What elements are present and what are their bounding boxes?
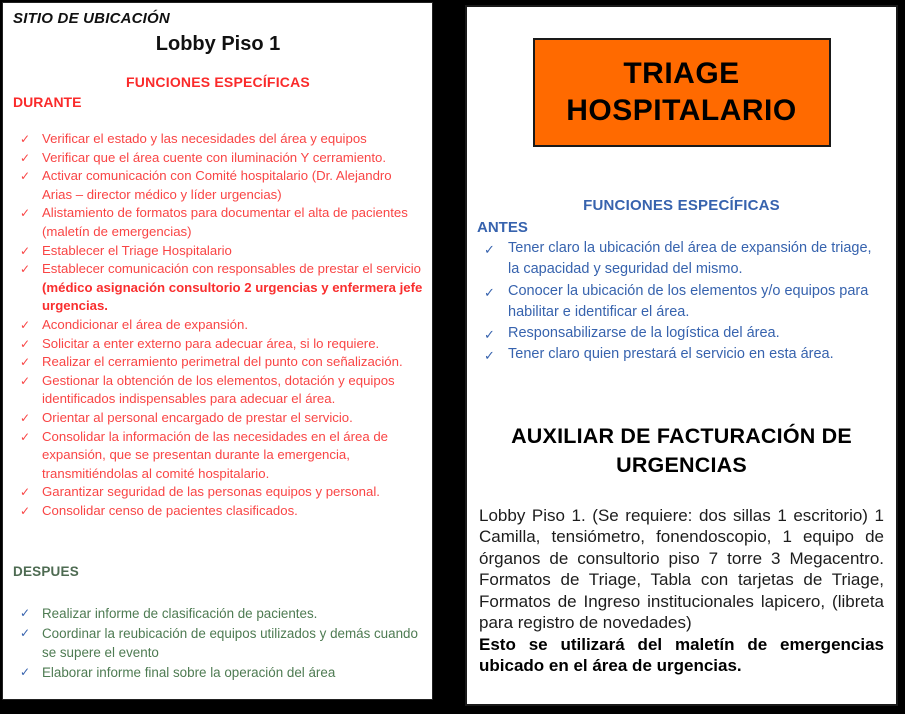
list-item-text: Elaborar informe final sobre la operación del área [42, 664, 336, 680]
checkmark-icon: ✓ [20, 243, 31, 258]
checkmark-icon: ✓ [20, 150, 31, 165]
list-item [13, 624, 423, 663]
checkmark-icon: ✓ [20, 503, 31, 518]
checkmark-icon: ✓ [20, 336, 31, 351]
checkmark-icon: ✓ [20, 485, 31, 500]
left-section-heading: FUNCIONES ESPECÍFICAS [126, 74, 310, 90]
list-item [13, 204, 423, 241]
despues-checklist [13, 604, 423, 682]
list-item-text: Consolidar la información de las necesidades en el área de expansión, que se presentan durante la emergencia, transmitiéndolas al comité hospitalario. [42, 428, 389, 481]
list-item [13, 130, 423, 149]
aux-body-paragraph [479, 505, 884, 677]
antes-checklist [477, 238, 886, 366]
list-item-text: Conocer la ubicación de los elementos y/o equipos para habilitar e identificar el área. [508, 282, 869, 320]
checkmark-icon: ✓ [20, 355, 31, 370]
checkmark-icon: ✓ [20, 410, 31, 425]
list-item-text: Verificar el estado y las necesidades del área y equipos [42, 131, 367, 146]
aux-body-regular-text: Lobby Piso 1. (Se requiere: dos sillas 1 escritorio) 1 Camilla, tensiómetro, fonendoscopio, 1 equipo de órganos de consultorio piso 7 torre 3 Megacentro. Formatos de Triage, Tabla con tarjetas de Triage, Formatos de Ingreso institucionales lapicero, (libreta para registro de novedades) [479, 505, 884, 633]
checkmark-icon: ✓ [20, 317, 31, 332]
list-item [13, 372, 423, 409]
checkmark-icon: ✓ [20, 206, 31, 221]
checkmark-icon: ✓ [20, 262, 31, 277]
list-item [13, 149, 423, 168]
despues-heading: DESPUES [13, 564, 79, 580]
list-item [13, 502, 423, 521]
checkmark-icon: ✓ [484, 327, 495, 343]
list-item-text: Garantizar seguridad de las personas equipos y personal. [42, 484, 380, 500]
list-item-text: Tener claro la ubicación del área de expansión de triage, la capacidad y seguridad del mismo. [508, 240, 872, 278]
durante-heading: DURANTE [13, 94, 82, 110]
aux-facturacion-heading: AUXILIAR DE FACTURACIÓN DE URGENCIAS [511, 423, 852, 477]
list-item [477, 281, 886, 324]
right-section-heading: FUNCIONES ESPECÍFICAS [583, 197, 780, 214]
list-item-text: Consolidar censo de pacientes clasificados. [42, 502, 298, 518]
list-item-text: Gestionar la obtención de los elementos, dotación y equipos identificados indispensables para adecuar el área. [42, 372, 395, 407]
list-item-text: Realizar el cerramiento perimetral del punto con señalización. [42, 354, 403, 370]
checkmark-icon: ✓ [20, 169, 31, 184]
list-item-text: Realizar informe de clasificación de pacientes. [42, 606, 318, 622]
list-item [13, 242, 423, 261]
list-item [13, 353, 423, 372]
checkmark-icon: ✓ [20, 429, 31, 444]
checkmark-icon: ✓ [20, 625, 31, 640]
right-panel [465, 5, 898, 706]
list-item-bold-text: (médico asignación consultorio 2 urgencias y enfermera jefe urgencias. [42, 279, 423, 314]
left-panel [2, 2, 433, 700]
triage-banner: TRIAGE HOSPITALARIO [533, 38, 831, 147]
site-location-label: SITIO DE UBICACIÓN [13, 10, 170, 27]
list-item-text: Solicitar a enter externo para adecuar área, si lo requiere. [42, 335, 380, 351]
list-item [13, 483, 423, 502]
list-item-text: Establecer el Triage Hospitalario [42, 242, 232, 258]
list-item-text: Coordinar la reubicación de equipos utilizados y demás cuando se supere el evento [42, 625, 418, 661]
list-item-text: Tener claro quien prestará el servicio en esta área. [508, 346, 834, 363]
antes-heading: ANTES [477, 219, 528, 236]
checkmark-icon: ✓ [20, 132, 31, 146]
list-item [477, 323, 886, 344]
lobby-title: Lobby Piso 1 [155, 33, 281, 55]
list-item [13, 428, 423, 484]
list-item-text: Activar comunicación con Comité hospitalario (Dr. Alejandro Arias – director médico y líder urgencias) [42, 168, 392, 202]
list-item [477, 344, 886, 365]
list-item [13, 316, 423, 335]
list-item-text: Acondicionar el área de expansión. [42, 316, 249, 332]
list-item-text: Responsabilizarse de la logística del área. [508, 325, 780, 342]
checkmark-icon: ✓ [484, 348, 495, 364]
list-item [13, 335, 423, 354]
checkmark-icon: ✓ [20, 664, 31, 679]
list-item-text: Alistamiento de formatos para documentar el alta de pacientes (maletín de emergencias) [42, 205, 408, 239]
aux-body-bold-text: Esto se utilizará del maletín de emergencias ubicado en el área de urgencias. [479, 634, 884, 676]
list-item [13, 167, 423, 204]
checkmark-icon: ✓ [20, 606, 31, 621]
list-item [477, 238, 886, 281]
list-item-text: Orientar al personal encargado de prestar el servicio. [42, 409, 353, 425]
list-item [13, 604, 423, 624]
checkmark-icon: ✓ [484, 242, 495, 257]
list-item-text: Verificar que el área cuente con iluminación Y cerramiento. [42, 149, 387, 165]
list-item-text: Establecer comunicación con responsables de prestar el servicio [42, 261, 421, 277]
durante-checklist [13, 130, 423, 520]
checkmark-icon: ✓ [20, 373, 31, 388]
checkmark-icon: ✓ [484, 284, 495, 300]
list-item [13, 260, 423, 316]
list-item [13, 663, 423, 683]
list-item [13, 409, 423, 428]
